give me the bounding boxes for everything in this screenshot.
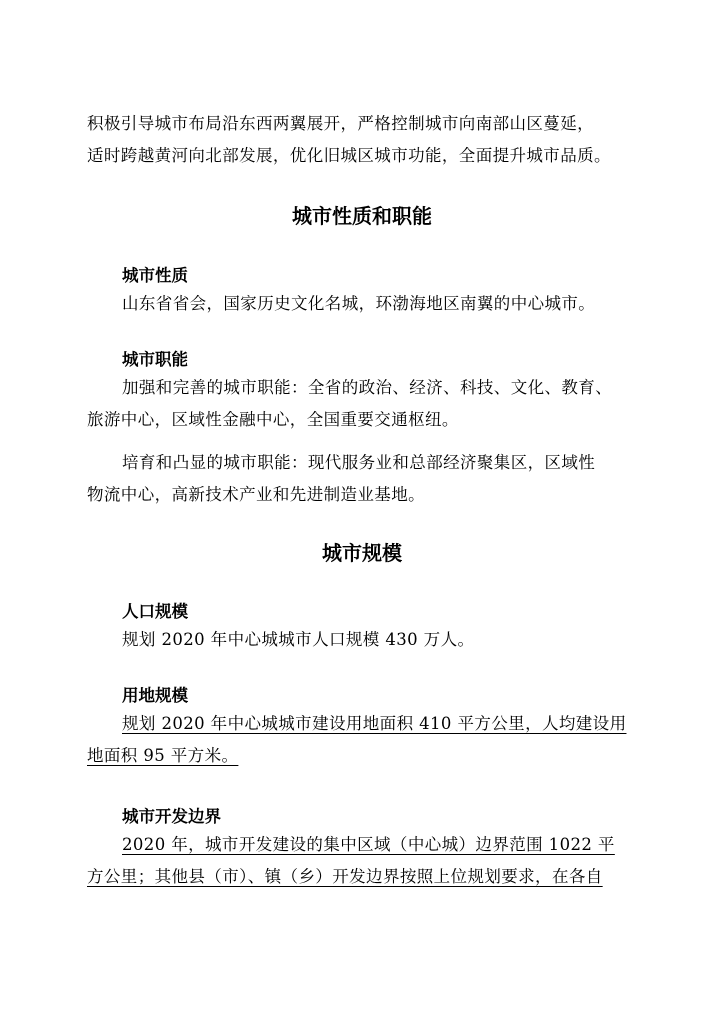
land-line-2-wrap [87,740,637,772]
section-heading-scale: 城市规模 [322,541,402,565]
subheading-boundary: 城市开发边界 [122,807,221,826]
boundary-line-2-wrap [87,861,637,893]
city-functions-paragraph-1 [87,372,637,436]
functions-p1-line-1: 加强和完善的城市职能：全省的政治、经济、科技、文化、教育、 [122,378,613,397]
subheading-land: 用地规模 [122,686,188,705]
subheading-city-nature: 城市性质 [122,266,188,285]
functions-p1-line-2: 旅游中心，区域性金融中心，全国重要交通枢纽。 [87,410,459,429]
population-paragraph [87,624,637,656]
city-functions-paragraph-2 [87,447,637,511]
land-line-1-wrap [87,708,637,740]
boundary-line-2: 方公里；其他县（市）、镇（乡）开发边界按照上位规划要求，在各自 [87,867,603,886]
subheading-population: 人口规模 [122,602,188,621]
land-line-2: 地面积 95 平方米。 [87,746,239,765]
intro-line-1: 积极引导城市布局沿东西两翼展开，严格控制城市向南部山区蔓延， [87,114,594,133]
boundary-line-1-wrap [87,829,637,861]
land-paragraph [87,708,637,772]
intro-paragraph [87,108,637,172]
city-nature-line: 山东省省会，国家历史文化名城，环渤海地区南翼的中心城市。 [122,294,596,313]
subheading-city-functions: 城市职能 [122,350,188,369]
boundary-paragraph [87,829,637,893]
section-heading-nature: 城市性质和职能 [292,204,432,228]
city-nature-paragraph [87,288,637,320]
functions-p2-line-1: 培育和凸显的城市职能：现代服务业和总部经济聚集区，区域性 [122,453,596,472]
functions-p2-line-2: 物流中心，高新技术产业和先进制造业基地。 [87,485,425,504]
land-line-1: 规划 2020 年中心城城市建设用地面积 410 平方公里，人均建设用 [122,714,627,733]
boundary-line-1: 2020 年，城市开发建设的集中区域（中心城）边界范围 1022 平 [122,835,615,854]
intro-line-2: 适时跨越黄河向北部发展，优化旧城区城市功能，全面提升城市品质。 [87,146,611,165]
population-line: 规划 2020 年中心城城市人口规模 430 万人。 [122,630,475,649]
